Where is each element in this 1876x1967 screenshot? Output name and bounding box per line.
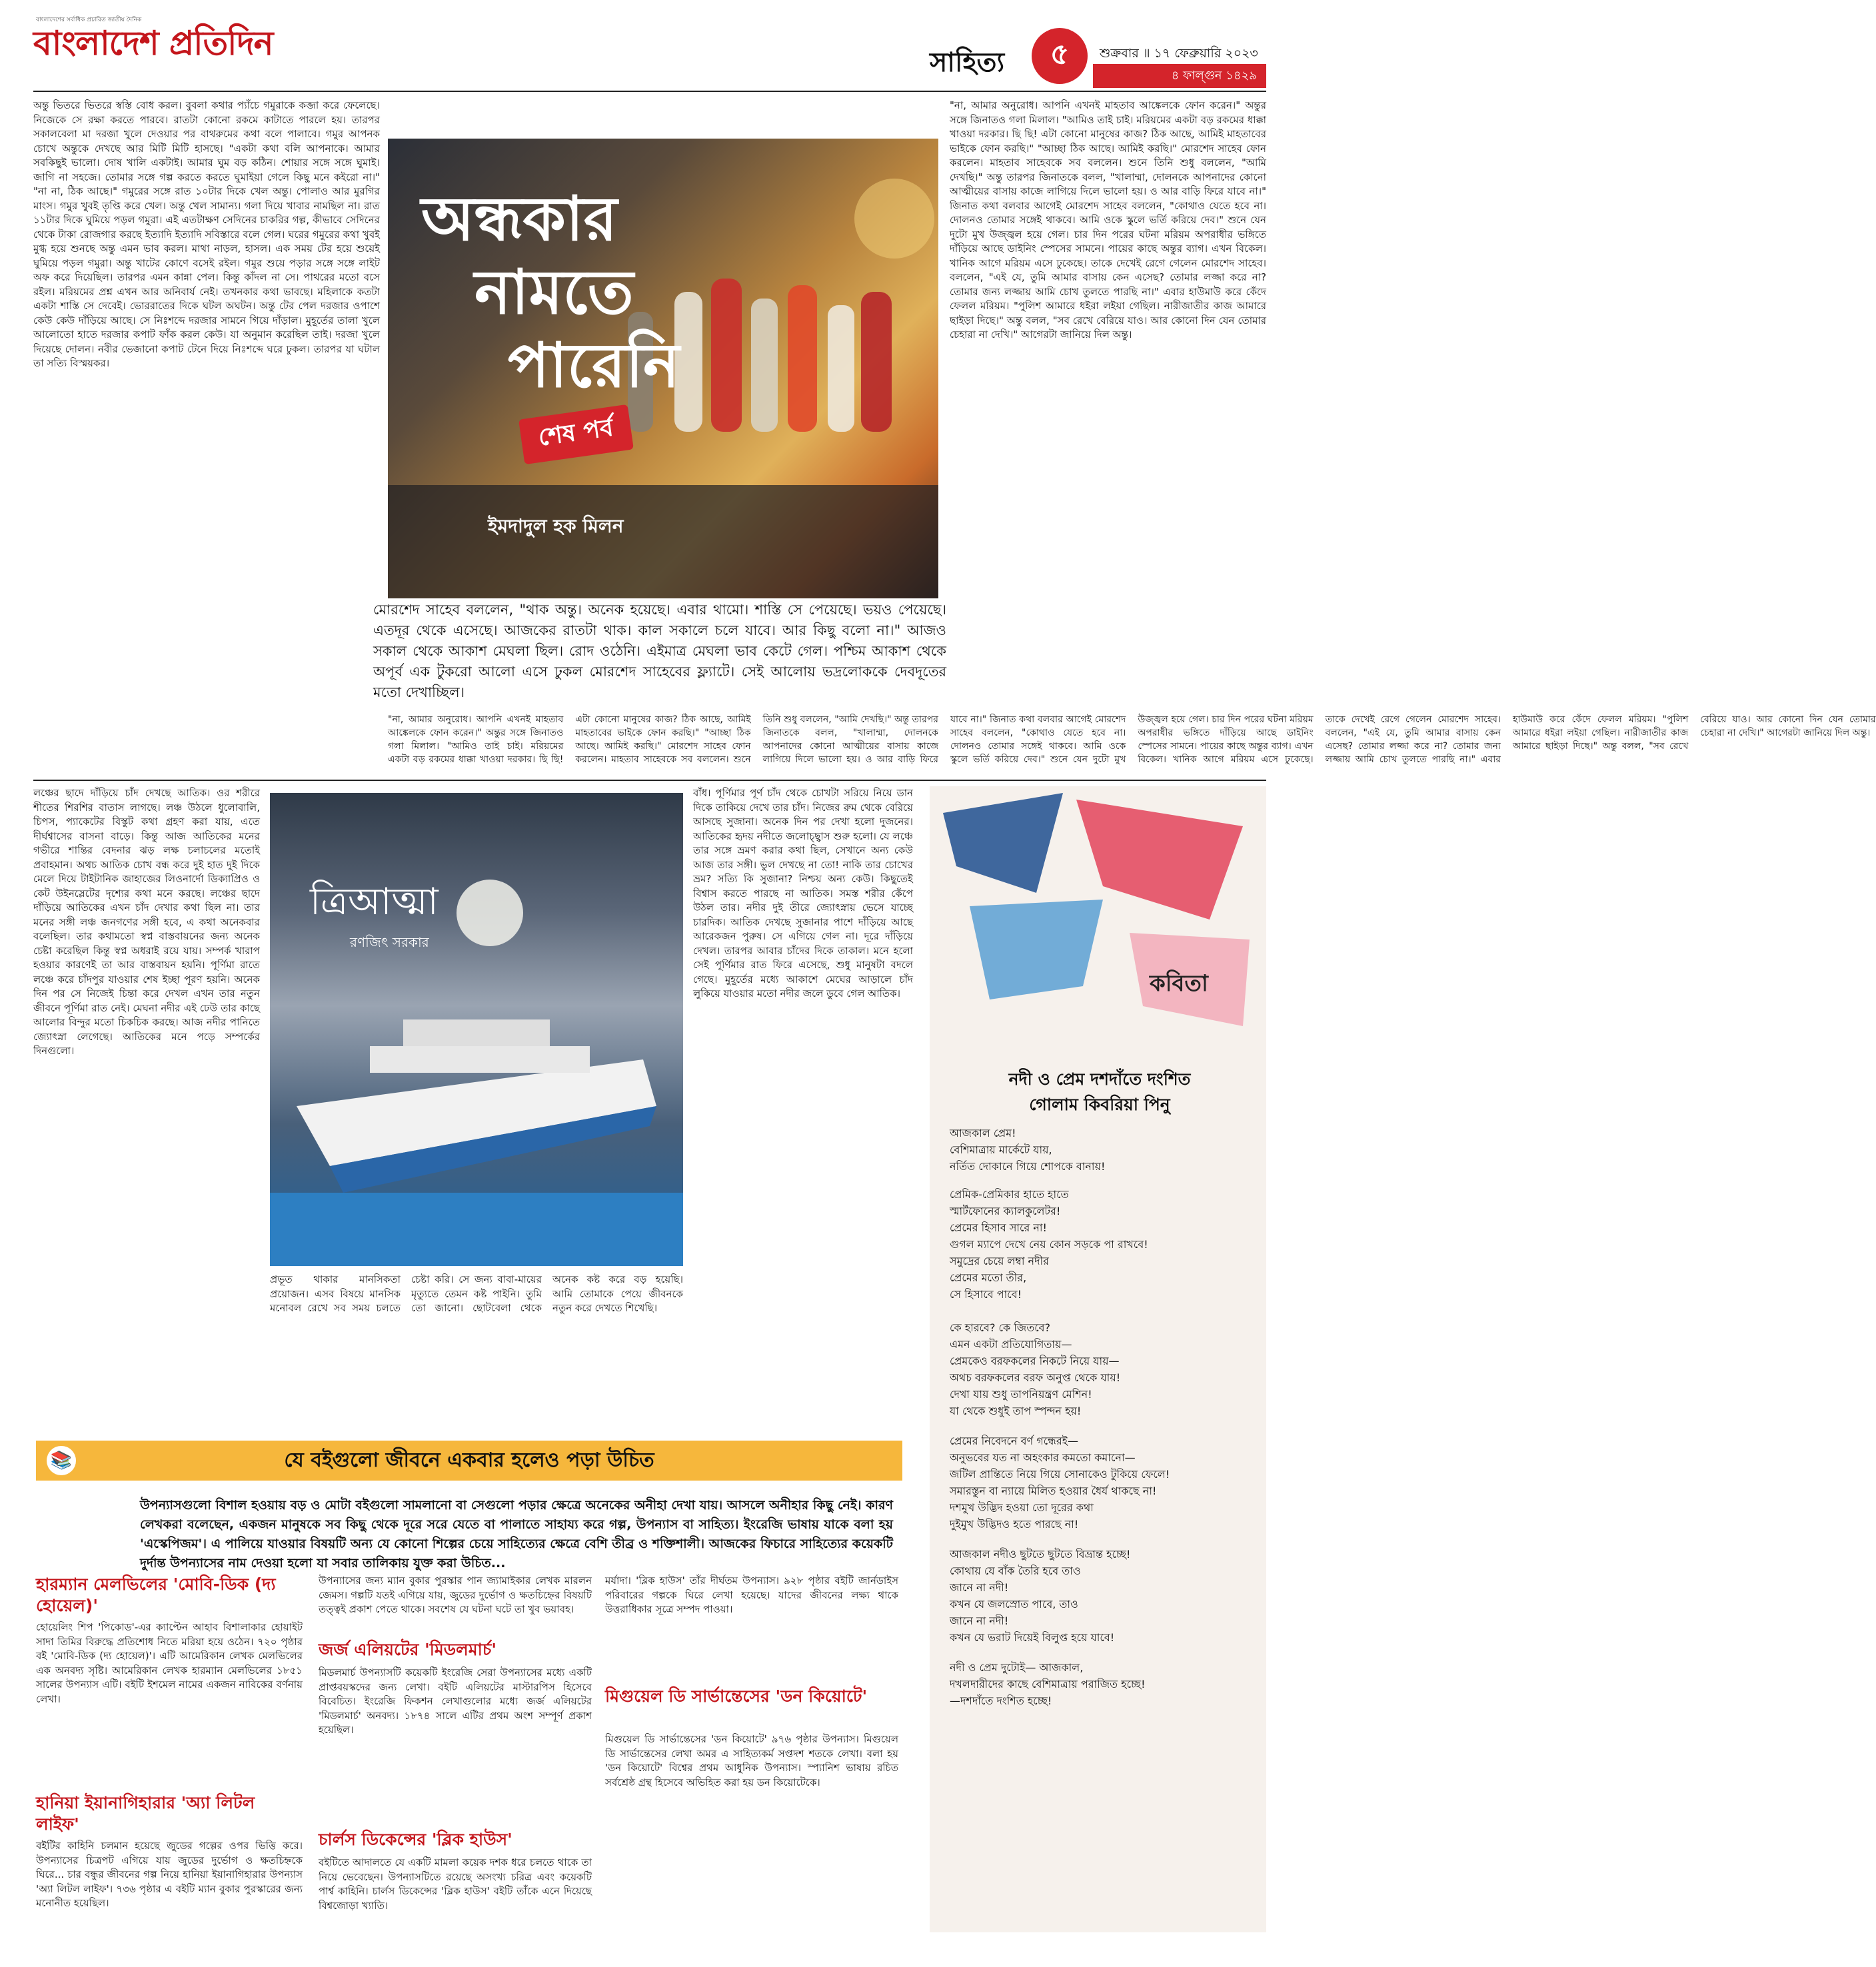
story1-badge: শেষ পর্ব bbox=[518, 404, 634, 464]
story2-author: রণজিৎ সরকার bbox=[350, 934, 429, 950]
poem-stanza: কে হারবে? কে জিতবে? এমন একটা প্রতিযোগিতায়— প্রেমকেও বরফকলের নিকটে নিয়ে যায়— অথচ বরফকলের বরফ অনুপ্ত থেকে যায়! দেখা যায় শুধু তাপনিয়ন্ত্রণ মেশিন! যা থেকে শুধুই তাপ স্পন্দন হয়! bbox=[950, 1321, 1121, 1417]
story1-title-line1: অন্ধকার bbox=[421, 183, 618, 255]
poetry-section-label: কবিতা bbox=[1150, 970, 1208, 997]
poem-stanza: প্রেমিক-প্রেমিকার হাতে হাতে স্মার্টফোনের ক্যালকুলেটর! প্রেমের হিসাব সারে না! গুগল ম্যাপে দেখে নেয় কোন সড়কে পা রাখবে! সমুদ্রের চেয়ে লম্বা নদীর প্রেমের মতো তীর, সে হিসাবে পাবে! bbox=[950, 1188, 1148, 1301]
story2-illustration bbox=[270, 793, 683, 1266]
story1-right-column bbox=[950, 99, 1266, 772]
book-heading: হানিয়া ইয়ানাগিহারার 'অ্যা লিটল লাইফ' bbox=[36, 1793, 255, 1834]
book-text: মিডলমার্চ উপন্যাসটি কয়েকটি ইংরেজি সেরা উপন্যাসের মধ্যে একটি প্রাপ্তবয়স্কদের জন্য লেখা। বইটি এলিয়টের মাস্টারপিস হিসেবে বিবেচিত। ইংরেজি ফিকশন লেখাগুলোর মধ্যে জর্জ এলিয়টের 'মিডলমার্চ' অনবদ্য। ১৮৭৪ সালে এটির প্রথম অংশ সম্পূর্ণ প্রকাশ হয়েছিল। bbox=[319, 1666, 592, 1736]
story1-author: ইমদাদুল হক মিলন bbox=[488, 515, 624, 537]
story1-bottom-columns bbox=[388, 713, 1876, 773]
poem-stanza: আজকাল প্রেম! বেশিমাত্রায় মার্কেটে যায়, নর্তিত দোকানে গিয়ে শোপকে বানায়! bbox=[950, 1127, 1106, 1173]
story1-left-text: অন্তু ভিতরে ভিতরে স্বস্তি বোধ করল। বুবলা কথার প্যাঁচে গমুরাকে কব্জা করে ফেলেছে। নিজেকে সে রক্ষা করতে পারবে। রাতটা কোনো রকমে কাটাতে পারলে হয়। তারপর সকালবেলা মা দরজা খুলে দেওয়ার পর বাথরুমের কথা বলে পালাবে। গমুর আপনক চোখে অন্তুকে দেখছে আর মিটি মিটি হাসছে। "একটা কথা বলি আপনাকে। আমার সবকিছুই ভালো। দোষ খালি একটাই। আমার ঘুম বড় কঠিন। শোয়ার সঙ্গে সঙ্গে ঘুমাই। জাগি না সহজে। তোমার সঙ্গে গল্প করতে করতে ঘুমাইয়া গেলে কিছু মনে কইরো না।" "না না, ঠিক আছে।" গমুরের সঙ্গে রাত ১০টার দিকে খেল অন্তু। পোলাও আর মুরগির মাংস। গমুর খুবই তৃপ্তি করে খেল। অন্তু খেল সামান্য। গলা দিয়ে খাবার নামছিল না। রাত ১১টার দিকে ঘুমিয়ে পড়ল গমুরা। এই এতটাক্ষণ সেদিনের চাকরির গল্প, কীভাবে সেদিনের থেকে টাকা রোজগার করছে ইত্যাদি ইত্যাদি সবিস্তারে বলে গেল। ঘরের গমুরের কথা খুবই মুগ্ধ হয়ে শুনছে অন্তু এমন ভাব করল। মাথা নাড়ল, হাসল। এক সময় টের হয়ে শুয়েই ঘুমিয়ে পড়ল গমুরা। অন্তু খাটের কোণে বসেই রইল। গমুর শুয়ে পড়ার সঙ্গে সঙ্গে লাইট অফ করে দিয়েছিল। তারপর এমন কান্না পেল। কিন্তু কাঁদল না সে। পাথরের মতো বসে রইল। মরিয়মের প্রশ্ন এখন আর অনিবার্য নেই। তখনকার কথা ভাবছে। মহিলাকে কতটা একটা শাস্তি সে দেবেই। ভোররাতের দিকে ঘটল অঘটন। অন্তু টের পেল দরজার ওপাশে কেউ কেউ দাঁড়িয়ে আছে। সে নিঃশব্দে দরজার সামনে গিয়ে দাঁড়াল। মুহূর্তের তালা খুলে আলোতো হাতে দরজার কপাট ফাঁক করল কেউ। যা অনুমান করেছিল তাই। দরজা খুলে দিয়েছে দোলন। নবীর ভেজানো কপাট টেনে দিয়ে নিঃশব্দে ঘরে ঢুকল। তারপর যা ঘটাল তা সত্যি বিস্ময়কর। bbox=[33, 99, 380, 369]
poet-name: গোলাম কিবরিয়া পিনু bbox=[1029, 1095, 1170, 1114]
poetry-decoration bbox=[930, 786, 1266, 1066]
newspaper-logo[interactable]: বাংলাদেশ প্রতিদিন bbox=[33, 23, 273, 63]
story1-title-line3: পারেনি bbox=[508, 329, 680, 401]
books-intro: উপন্যাসগুলো বিশাল হওয়ায় বড় ও মোটা বইগুলো সামলানো বা সেগুলো পড়ার ক্ষেত্রে অনেকের অনীহা দেখা যায়। আসলে অনীহার কিছু নেই। কারণ লেখকরা বলেছেন, একজন মানুষকে সব কিছু থেকে দূরে সরে যেতে বা পালাতে সাহায্য করে গল্প, উপন্যাস বা সাহিত্য। ইংরেজি ভাষায় যাকে বলা হয় 'এস্কেপিজম'। এ পালিয়ে যাওয়ার বিষয়টি অন্য যে কোনো শিল্পের চেয়ে সাহিত্যের ক্ষেত্রে বেশি তীব্র ও শক্তিশালী। আজকের ফিচারে সাহিত্যের কয়েকটি দুর্দান্ত উপন্যাসের নাম দেওয়া হলো যা সবার তালিকায় যুক্ত করা উচিত... bbox=[140, 1498, 893, 1571]
story2-right-text: বাঁধ। পূর্ণিমার পূর্ণ চাঁদ থেকে চোখটা সরিয়ে নিয়ে ডান দিকে তাকিয়ে দেখে তার চাঁদ। নিজের রুম থেকে বেরিয়ে আসছে সুজানা। অনেক দিন পর দেখা হলো দুজনের। আতিকের হৃদয় নদীতে জলোচ্ছ্বাস শুরু হলো। যে লঞ্চে তার সঙ্গে ভ্রমণ করার কথা ছিল, সেখানে অন্য কেউ আজ তার সঙ্গী। ভুল দেখছে না তো! নাকি তার চোখের ভ্রম? সত্যি কি সুজানা? নিশ্চয় অন্য কেউ। কিছুতেই বিশ্বাস করতে পারছে না আতিক। সমস্ত শরীর কেঁপে উঠল তার। নদীর দুই তীরে জ্যোৎস্নায় ভেসে যাচ্ছে চারদিক। আতিক দেখছে সুজানার পাশে দাঁড়িয়ে আছে আরেকজন পুরুষ। সে এগিয়ে গেল না। দূরে দাঁড়িয়ে দেখল। তারপর আবার চাঁদের দিকে তাকাল। মনে হলো সেই পূর্ণিমার রাত ফিরে এসেছে, শুধু মানুষটা বদলে গেছে। মুহূর্তের মধ্যে আকাশে মেঘের আড়ালে চাঁদ লুকিয়ে যাওয়ার মতো নদীর জলে ডুবে গেল আতিক। bbox=[693, 787, 913, 999]
ship-painting bbox=[270, 793, 683, 1266]
book-text: বইটিতে আদালতে যে একটি মামলা কয়েক দশক ধরে চলতে থাকে তা নিয়ে ভেবেছেন। উপন্যাসটিতে রয়েছে অসংখ্য চরিত্র এবং কয়েকটি পার্শ্ব কাহিনি। চার্লস ডিকেন্সের 'ব্লিক হাউস' বইটি তাঁকে এনে দিয়েছে বিশ্বজোড়া খ্যাতি। bbox=[319, 1856, 592, 1912]
books-banner-title: যে বইগুলো জীবনে একবার হলেও পড়া উচিত bbox=[284, 1448, 654, 1472]
story2-title: ত্রিআত্মা bbox=[310, 880, 439, 924]
book-text-continued: উপন্যাসের জন্য ম্যান বুকার পুরস্কার পান জ্যামাইকার লেখক মারলন জেমস। গল্পটি যতই এগিয়ে যায়, জুডের দুর্ভোগ ও ক্ষতচিহ্নের বিষয়টি তত্ত্বই প্রকাশ পেতে থাকে। সবশেষ যে ঘটনা ঘটে তা খুব ভয়াবহ। bbox=[319, 1575, 592, 1615]
masthead-tagline: বাংলাদেশের সর্বাধিক প্রচারিত জাতীয় দৈনিক bbox=[36, 17, 142, 23]
book-text: বইটির কাহিনি চলমান হয়েছে জুডের গল্পের ওপর ভিত্তি করে। উপন্যাসের চিত্রপট এগিয়ে যায় জুডের দুর্ভোগ ও ক্ষতচিহ্নকে ঘিরে... চার বন্ধুর জীবনের গল্প নিয়ে হানিয়া ইয়ানাগিহারার উপন্যাস 'অ্যা লিটল লাইফ'। ৭৩৬ পৃষ্ঠার এ বইটি ম্যান বুকার পুরস্কারের জন্য মনোনীত হয়েছিল। bbox=[36, 1840, 303, 1909]
book-stack-icon: 📚 bbox=[47, 1446, 76, 1475]
story-divider bbox=[33, 780, 1266, 781]
section-title: সাহিত্য bbox=[930, 47, 1005, 78]
poem-stanza: প্রেমের নিবেদনে বর্ণ গন্ধেরই— অনুভবের যত না অহংকার কমতো কমানো— জটিল প্রান্তিতে নিয়ে গিয়ে সোনাকেও টুকিয়ে ফেলে! সমারস্তুন বা ন্যায়ে মিলিত হওয়ার ধৈর্য থাকছে না! দশমুখ উদ্ভিদ হওয়া তো দূরের কথা দুইমুখ উদ্ভিদও হতে পারছে না! bbox=[950, 1435, 1170, 1531]
book-heading: জর্জ এলিয়টের 'মিডলমার্চ' bbox=[319, 1640, 497, 1659]
books-banner bbox=[36, 1441, 902, 1481]
story2-right-column bbox=[693, 786, 913, 1426]
story2-mid-text: প্রভূত থাকার মানসিকতা প্রয়োজন। এসব বিষয়ে মানসিক মনোবল রেখে সব সময় চলতে চেষ্টা করি। সে জন্য বাবা-মায়ের মৃত্যুতে তেমন কষ্ট পাইনি। তুমি তো জানো। ছোটবেলা থেকে অনেক কষ্ট করে বড় হয়েছি। আমি তোমাকে পেয়ে জীবনকে নতুন করে দেখতে শিখেছি। bbox=[270, 1273, 683, 1314]
book-text: হোয়েলিং শিপ 'পিকোড'-এর ক্যাপ্টেন আহাব বিশালাকার হোয়াইট সাদা তিমির বিরুদ্ধে প্রতিশোধ নিতে মরিয়া হয়ে ওঠেন। ৭২০ পৃষ্ঠার বই 'মোবি-ডিক (দ্য হোয়েল)'। এটি আমেরিকান লেখক মেলভিলের এক অনবদ্য সৃষ্টি। আমেরিকান লেখক হারম্যান মেলভিলের ১৮৫১ সালের উপন্যাস এটি। বইটি ইশমেল নামের একজন নাবিকের বর্ণনায় লেখা। bbox=[36, 1621, 303, 1705]
story1-pull-quote: মোরশেদ সাহেব বললেন, "থাক অন্তু। অনেক হয়েছে। এবার থামো। শাস্তি সে পেয়েছে। ভয়ও পেয়েছে। এতদূর থেকে এসেছে। আজকের রাতটা থাক। কাল সকালে চলে যাবে। আর কিছু বলো না।" আজও সকাল থেকে আকাশ মেঘলা ছিল। রোদ ওঠেনি। এইমাত্র মেঘলা ভাব কেটে গেল। পশ্চিম আকাশ থেকে অপূর্ব এক টুকরো আলো এসে ঢুকল মোরশেদ সাহেবের ফ্ল্যাটে। সেই আলোয় ভদ্রলোককে দেবদূতের মতো দেখাচ্ছিল। bbox=[373, 602, 946, 700]
date-bangla: ৪ ফাল্গুন ১৪২৯ bbox=[1093, 64, 1266, 88]
story1-left-column bbox=[33, 99, 380, 772]
book-heading: মিগুয়েল ডি সার্ভান্তেসের 'ডন কিয়োটে' bbox=[605, 1686, 868, 1706]
book-heading: হারম্যান মেলভিলের 'মোবি-ডিক (দ্য হোয়েল)' bbox=[36, 1575, 276, 1615]
masthead-rule bbox=[33, 91, 1266, 92]
book-text: মিগুয়েল ডি সার্ভান্তেসের 'ডন কিয়োটে' ৯৭৬ পৃষ্ঠার উপন্যাস। মিগুয়েল ডি সার্ভান্তেসের লেখা অমর এ সাহিত্যকর্ম সপ্তদশ শতকে লেখা। বলা হয় 'ডন কিয়োটে' বিশ্বের প্রথম আধুনিক উপন্যাস। স্প্যানিশ ভাষায় রচিত সর্বশ্রেষ্ঠ গ্রন্থ হিসেবে অভিহিত করা হয় ডন কিয়োটেকে। bbox=[605, 1733, 898, 1788]
page-number: ৫ bbox=[1032, 28, 1088, 84]
book-text-continued: মর্যাদা। 'ব্লিক হাউস' তাঁর দীর্ঘতম উপন্যাস। ৯২৮ পৃষ্ঠার বইটি জার্নডাইস পরিবারের গল্পকে ঘিরে লেখা হয়েছে। যাদের জীবনের লক্ষ্য থাকে উত্তরাধিকার সূত্রে সম্পদ পাওয়া। bbox=[605, 1575, 898, 1615]
poem-stanza: নদী ও প্রেম দুটোই— আজকাল, দখলদারীদের কাছে বেশিমাত্রায় পরাজিত হচ্ছে! —দশদাঁতে দংশিত হচ্ছে! bbox=[950, 1661, 1146, 1707]
story1-bottom-text: "না, আমার অনুরোধ। আপনি এখনই মাহতাব আঙ্কেলকে ফোন করেন।" অন্তুর সঙ্গে জিনাতও গলা মিলাল। "আমিও তাই চাই। মরিয়মের একটা বড় রকমের ধাক্কা খাওয়া দরকার। ছি ছি! এটা কোনো মানুষের কাজ? ঠিক আছে, আমিই মাহতাবের ভাইকে ফোন করছি।" "আচ্ছা ঠিক আছে। আমিই করছি।" মোরশেদ সাহেব ফোন করলেন। মাহতাব সাহেবকে সব বললেন। শুনে তিনি শুধু বললেন, "আমি দেখছি।" অন্তু তারপর জিনাতকে বলল, "খালাম্মা, দোলনকে আপনাদের কোনো আত্মীয়ের বাসায় কাজে লাগিয়ে দিলে ভালো হয়। ও আর বাড়ি ফিরে যাবে না।" জিনাত কথা বলবার আগেই মোরশেদ সাহেব বললেন, "কোথাও যেতে হবে না। দোলনও তোমার সঙ্গেই থাকবে। আমি ওকে স্কুলে ভর্তি করিয়ে দেব।" শুনে যেন দুটো মুখ উজ্জ্বল হয়ে গেল। চার দিন পরের ঘটনা মরিয়ম অপরাধীর ভঙ্গিতে দাঁড়িয়ে আছে ডাইনিং স্পেসের সামনে। পায়ের কাছে অন্তুর ব্যাগ। এখন বিকেল। খানিক আগে মরিয়ম এসে ঢুকেছে। তাকে দেখেই রেগে গেলেন মোরশেদ সাহেব। বললেন, "এই যে, তুমি আমার বাসায় কেন এসেছ? তোমার লজ্জা করে না? তোমার জন্য লজ্জায় আমি চোখ তুলতে পারছি না।" এবার হাউমাউ করে কেঁদে ফেলল মরিয়ম। "পুলিশ আমারে ধইরা লইয়া গেছিল। নারীজাতীর কাজ আমারে ছাইড়া দিছে।" অন্তু বলল, "সব রেখে বেরিয়ে যাও। আর কোনো দিন যেন তোমার চেহারা না দেখি।" আগেরটা জানিয়ে দিল অন্তু। bbox=[388, 714, 1876, 765]
story2-mid-column bbox=[270, 1273, 683, 1426]
date-line: শুক্রবার ॥ ১৭ ফেব্রুয়ারি ২০২৩ bbox=[1100, 46, 1258, 61]
story1-illustration bbox=[388, 139, 938, 598]
story1-right-text: "না, আমার অনুরোধ। আপনি এখনই মাহতাব আঙ্কেলকে ফোন করেন।" অন্তুর সঙ্গে জিনাতও গলা মিলাল। "আমিও তাই চাই। মরিয়মের একটা বড় রকমের ধাক্কা খাওয়া দরকার। ছি ছি! এটা কোনো মানুষের কাজ? ঠিক আছে, আমিই মাহতাবের ভাইকে ফোন করছি।" "আচ্ছা ঠিক আছে। আমিই করছি।" মোরশেদ সাহেব ফোন করলেন। মাহতাব সাহেবকে সব বললেন। শুনে তিনি শুধু বললেন, "আমি দেখছি।" অন্তু তারপর জিনাতকে বলল, "খালাম্মা, দোলনকে আপনাদের কোনো আত্মীয়ের বাসায় কাজে লাগিয়ে দিলে ভালো হয়। ও আর বাড়ি ফিরে যাবে না।" জিনাত কথা বলবার আগেই মোরশেদ সাহেব বললেন, "কোথাও যেতে হবে না। দোলনও তোমার সঙ্গেই থাকবে। আমি ওকে স্কুলে ভর্তি করিয়ে দেব।" শুনে যেন দুটো মুখ উজ্জ্বল হয়ে গেল। চার দিন পরের ঘটনা মরিয়ম অপরাধীর ভঙ্গিতে দাঁড়িয়ে আছে ডাইনিং স্পেসের সামনে। পায়ের কাছে অন্তুর ব্যাগ। এখন বিকেল। খানিক আগে মরিয়ম এসে ঢুকেছে। তাকে দেখেই রেগে গেলেন মোরশেদ সাহেব। বললেন, "এই যে, তুমি আমার বাসায় কেন এসেছ? তোমার লজ্জা করে না? তোমার জন্য লজ্জায় আমি চোখ তুলতে পারছি না।" এবার হাউমাউ করে কেঁদে ফেলল মরিয়ম। "পুলিশ আমারে ধইরা লইয়া গেছিল। নারীজাতীর কাজ আমারে ছাইড়া দিছে।" অন্তু বলল, "সব রেখে বেরিয়ে যাও। আর কোনো দিন যেন তোমার চেহারা না দেখি।" আগেরটা জানিয়ে দিল অন্তু। bbox=[950, 99, 1266, 340]
story2-left-column bbox=[33, 786, 260, 1426]
story2-left-text: লঞ্চের ছাদে দাঁড়িয়ে চাঁদ দেখছে আতিক। ওর শরীরে শীতের শিরশির বাতাস লাগছে। লঞ্চ উঠলে ধুলোবালি, চিপস, প্যাকেটের বিস্কুট কথা গ্রহণ করা যায়, এতে দীর্ঘশ্বাসের বাসনা বাড়ে। কিন্তু আজ আতিকের মনের গভীরে শান্তির বেদনার ঝড় লক্ষ চলাচলের মতোই প্রবাহমান। অথচ আতিক চোখ বন্ধ করে দুই হাত দুই দিকে মেলে দিয়ে টাইটানিক জাহাজের লিওনার্দো ডিক্যাপ্রিও ও কেট উইনস্লেটের দৃশ্যের কথা মনে করছে। লঞ্চের ছাদে দাঁড়িয়ে আতিকের এখন চাঁদ দেখার কথা ছিল না। তার মনের সঙ্গী লঞ্চ জনগণের সঙ্গী হবে, এ কথা অনেকবার বলেছিল। তার কথামতো স্বপ্ন বাস্তবায়নের জন্য অনেক চেষ্টা করেছিল কিন্তু স্বপ্ন অধরাই রয়ে যায়। সম্পর্ক খারাপ হওয়ার কারণেই তা আর বাস্তবায়ন হয়নি। পূর্ণিমা রাতে লঞ্চে করে চাঁদপুর যাওয়ার শেষ ইচ্ছা পূরণ হয়নি। অনেক দিন পর সে নিজেই চিন্তা করে দেখল এখন তার নতুন জীবনে পূর্ণিমা রাত নেই। মেঘনা নদীর এই ঢেউ তার কাছে আলোর বিন্দুর মতো চিকচিক করছে। আজ নদীর পানিতে জ্যোৎস্না লেগেছে। আতিকের মনে পড়ে সম্পর্কের দিনগুলো। bbox=[33, 787, 260, 1057]
book-heading: চার্লস ডিকেন্সের 'ব্লিক হাউস' bbox=[319, 1830, 512, 1849]
poem-title: নদী ও প্রেম দশদাঁতে দংশিত bbox=[1008, 1069, 1191, 1089]
story1-title-line2: নামতে bbox=[474, 256, 634, 328]
poem-stanza: আজকাল নদীও ছুটতে ছুটতে বিভ্রান্ত হচ্ছে! কোথায় যে বাঁক তৈরি হবে তাও জানে না নদী! কখন যে জলস্রোত পাবে, তাও জানে না নদী! কখন যে ভরাট দিয়েই বিলুপ্ত হয়ে যাবে! bbox=[950, 1548, 1131, 1644]
